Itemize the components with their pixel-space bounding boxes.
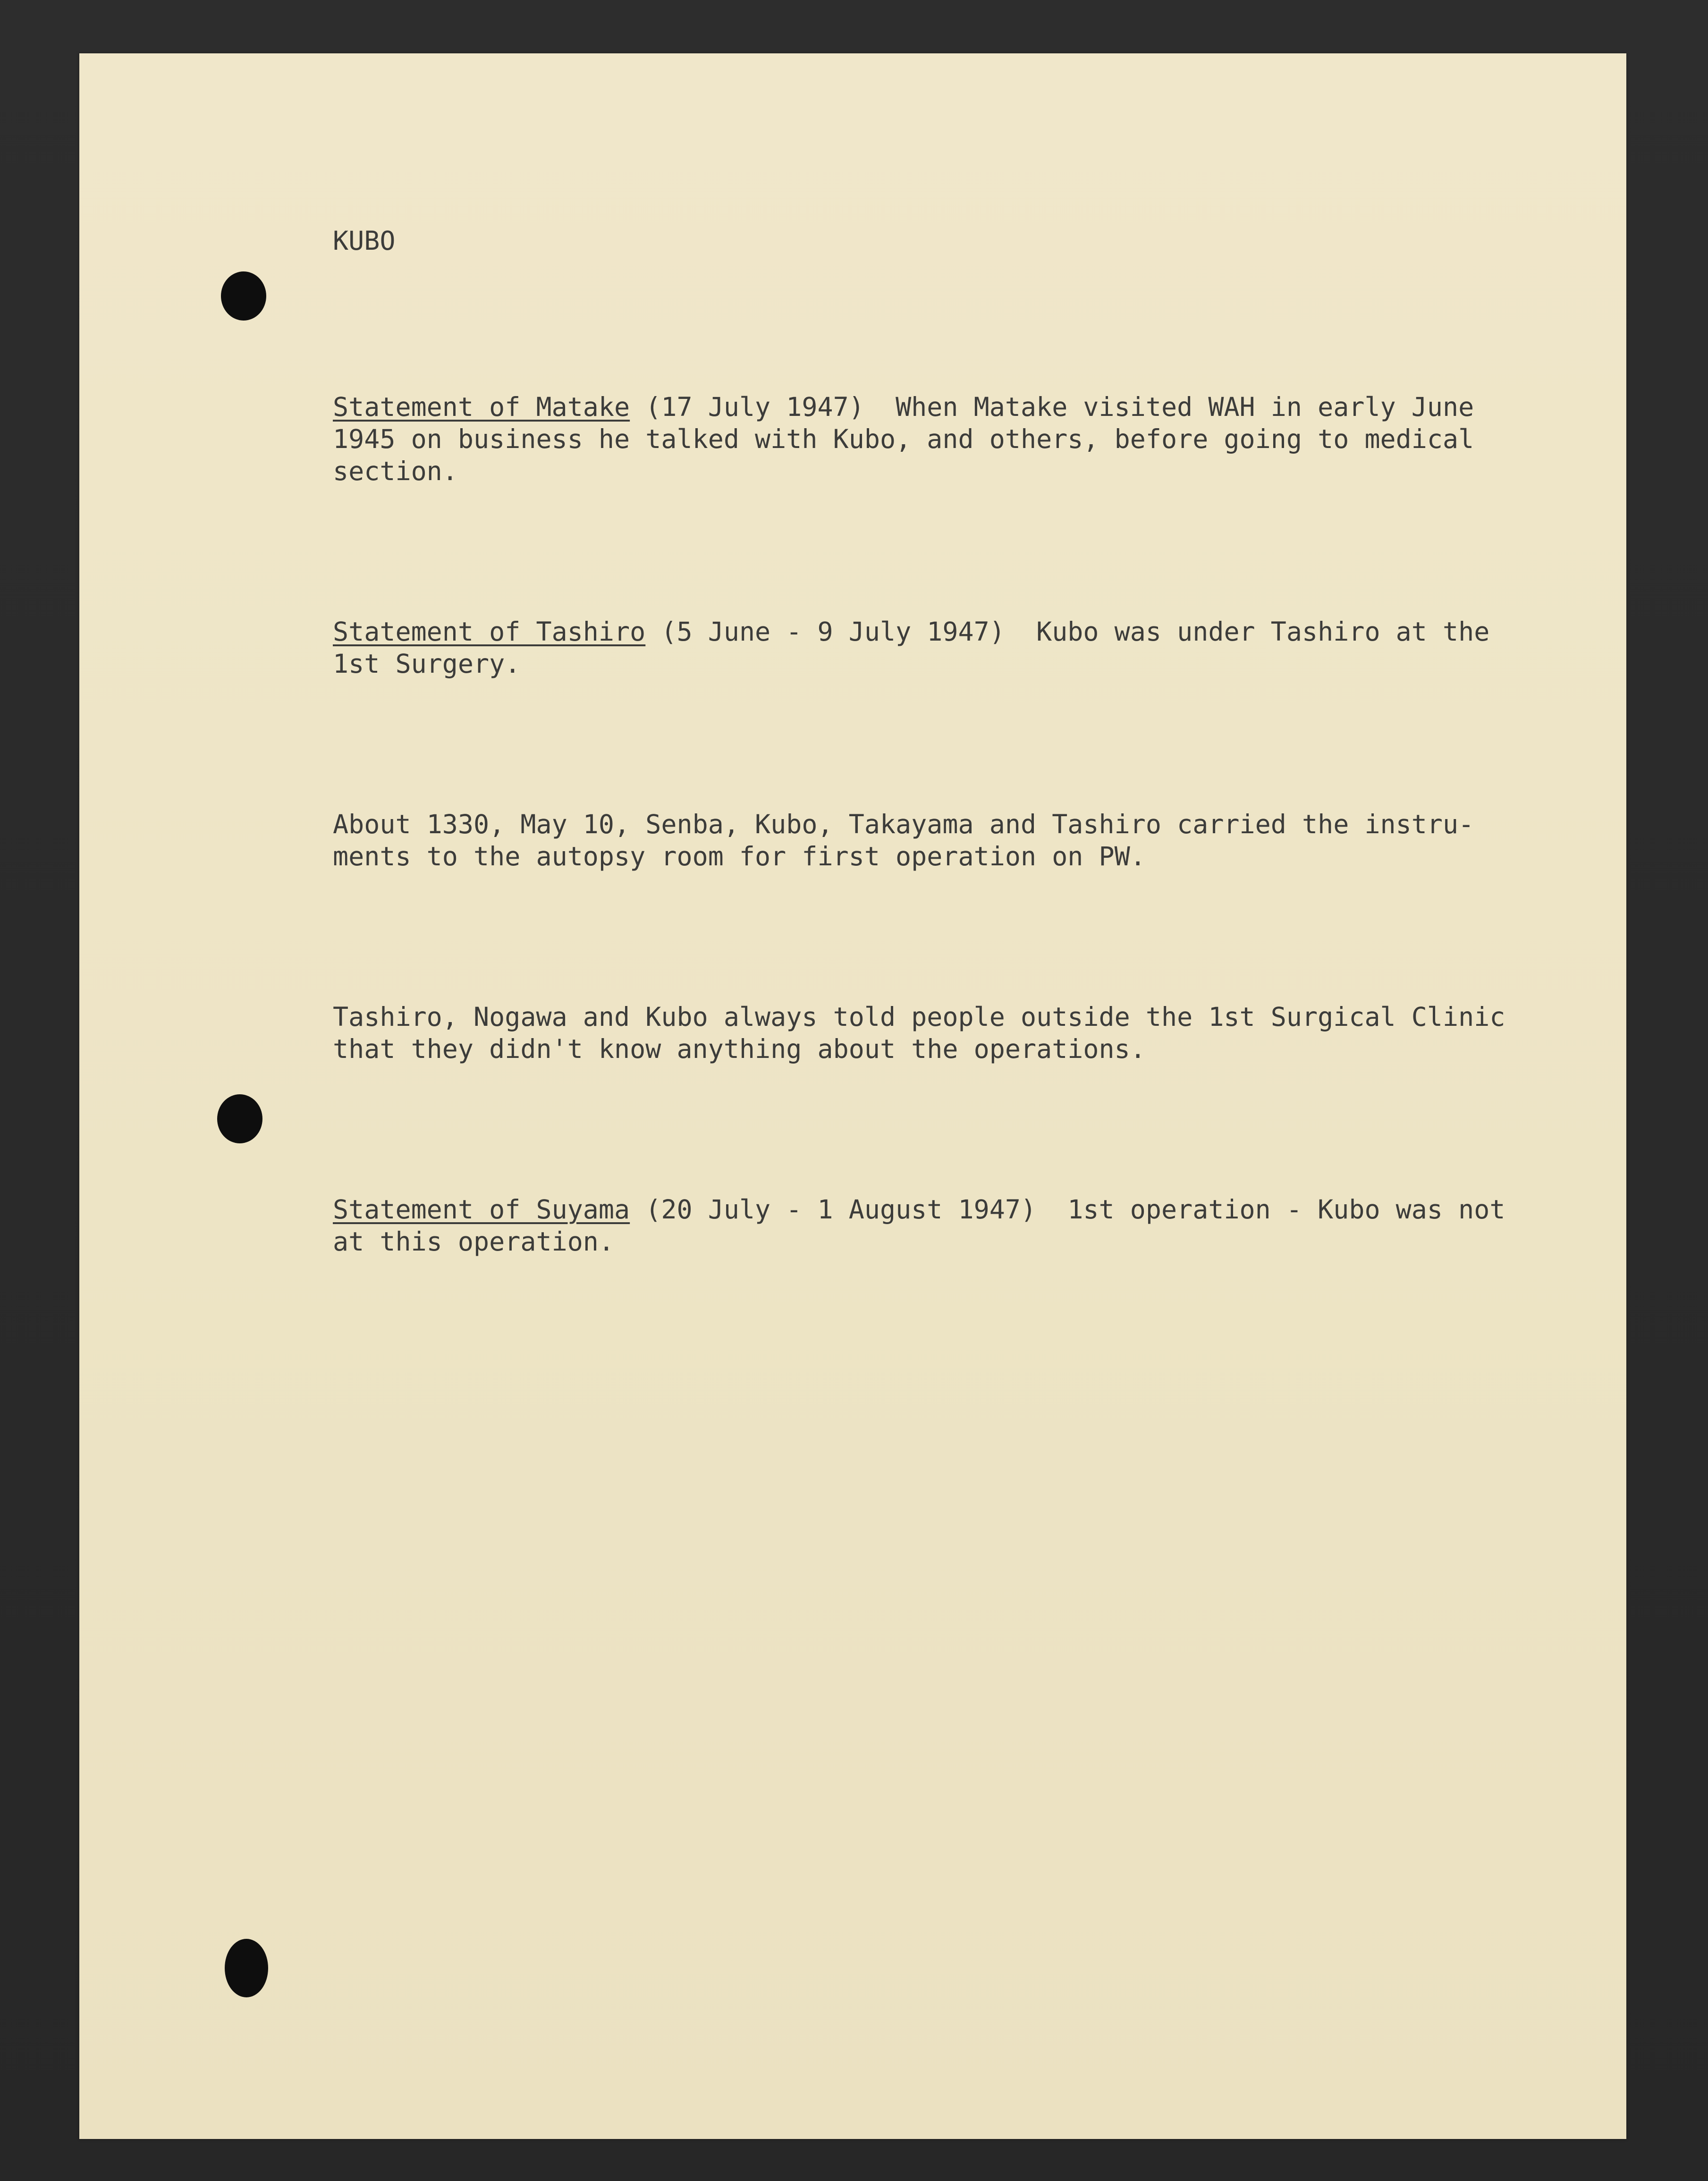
- paragraph-line: 1st Surgery.: [333, 649, 521, 679]
- paragraph-suyama: [333, 1193, 1560, 1258]
- punch-hole-middle: [217, 1094, 262, 1143]
- line-text: (17 July 1947) When Matake visited WAH in early June: [630, 392, 1474, 422]
- statement-lead: Statement of Suyama: [333, 1194, 630, 1225]
- punch-hole-bottom: [225, 1939, 268, 1997]
- punch-hole-top: [221, 271, 266, 321]
- paragraph-line: [333, 616, 1560, 648]
- paragraph-line: About 1330, May 10, Senba, Kubo, Takayama and Tashiro carried the instru-: [333, 809, 1474, 839]
- paragraph-line: at this operation.: [333, 1226, 615, 1257]
- paragraph-line: ments to the autopsy room for first operation on PW.: [333, 841, 1146, 871]
- paragraph-matake: [333, 391, 1560, 487]
- paragraph-surgical-clinic: [333, 1001, 1560, 1065]
- paragraph-may-10: [333, 808, 1560, 872]
- line-text: (20 July - 1 August 1947) 1st operation - Kubo was not: [630, 1194, 1505, 1225]
- paragraph-line: that they didn't know anything about the operations.: [333, 1034, 1146, 1064]
- paragraph-line: section.: [333, 456, 458, 486]
- paragraph-line: [333, 391, 1560, 423]
- paragraph-tashiro: [333, 616, 1560, 680]
- paragraph-line: 1945 on business he talked with Kubo, and others, before going to medical: [333, 424, 1474, 454]
- statement-lead: Statement of Matake: [333, 392, 630, 422]
- line-text: (5 June - 9 July 1947) Kubo was under Tashiro at the: [645, 617, 1490, 647]
- statement-lead: Statement of Tashiro: [333, 617, 646, 647]
- document-heading: KUBO: [333, 226, 396, 256]
- paragraph-line: Tashiro, Nogawa and Kubo always told people outside the 1st Surgical Clinic: [333, 1002, 1505, 1032]
- typed-text: [333, 161, 1560, 1322]
- paragraph-line: [333, 1193, 1560, 1226]
